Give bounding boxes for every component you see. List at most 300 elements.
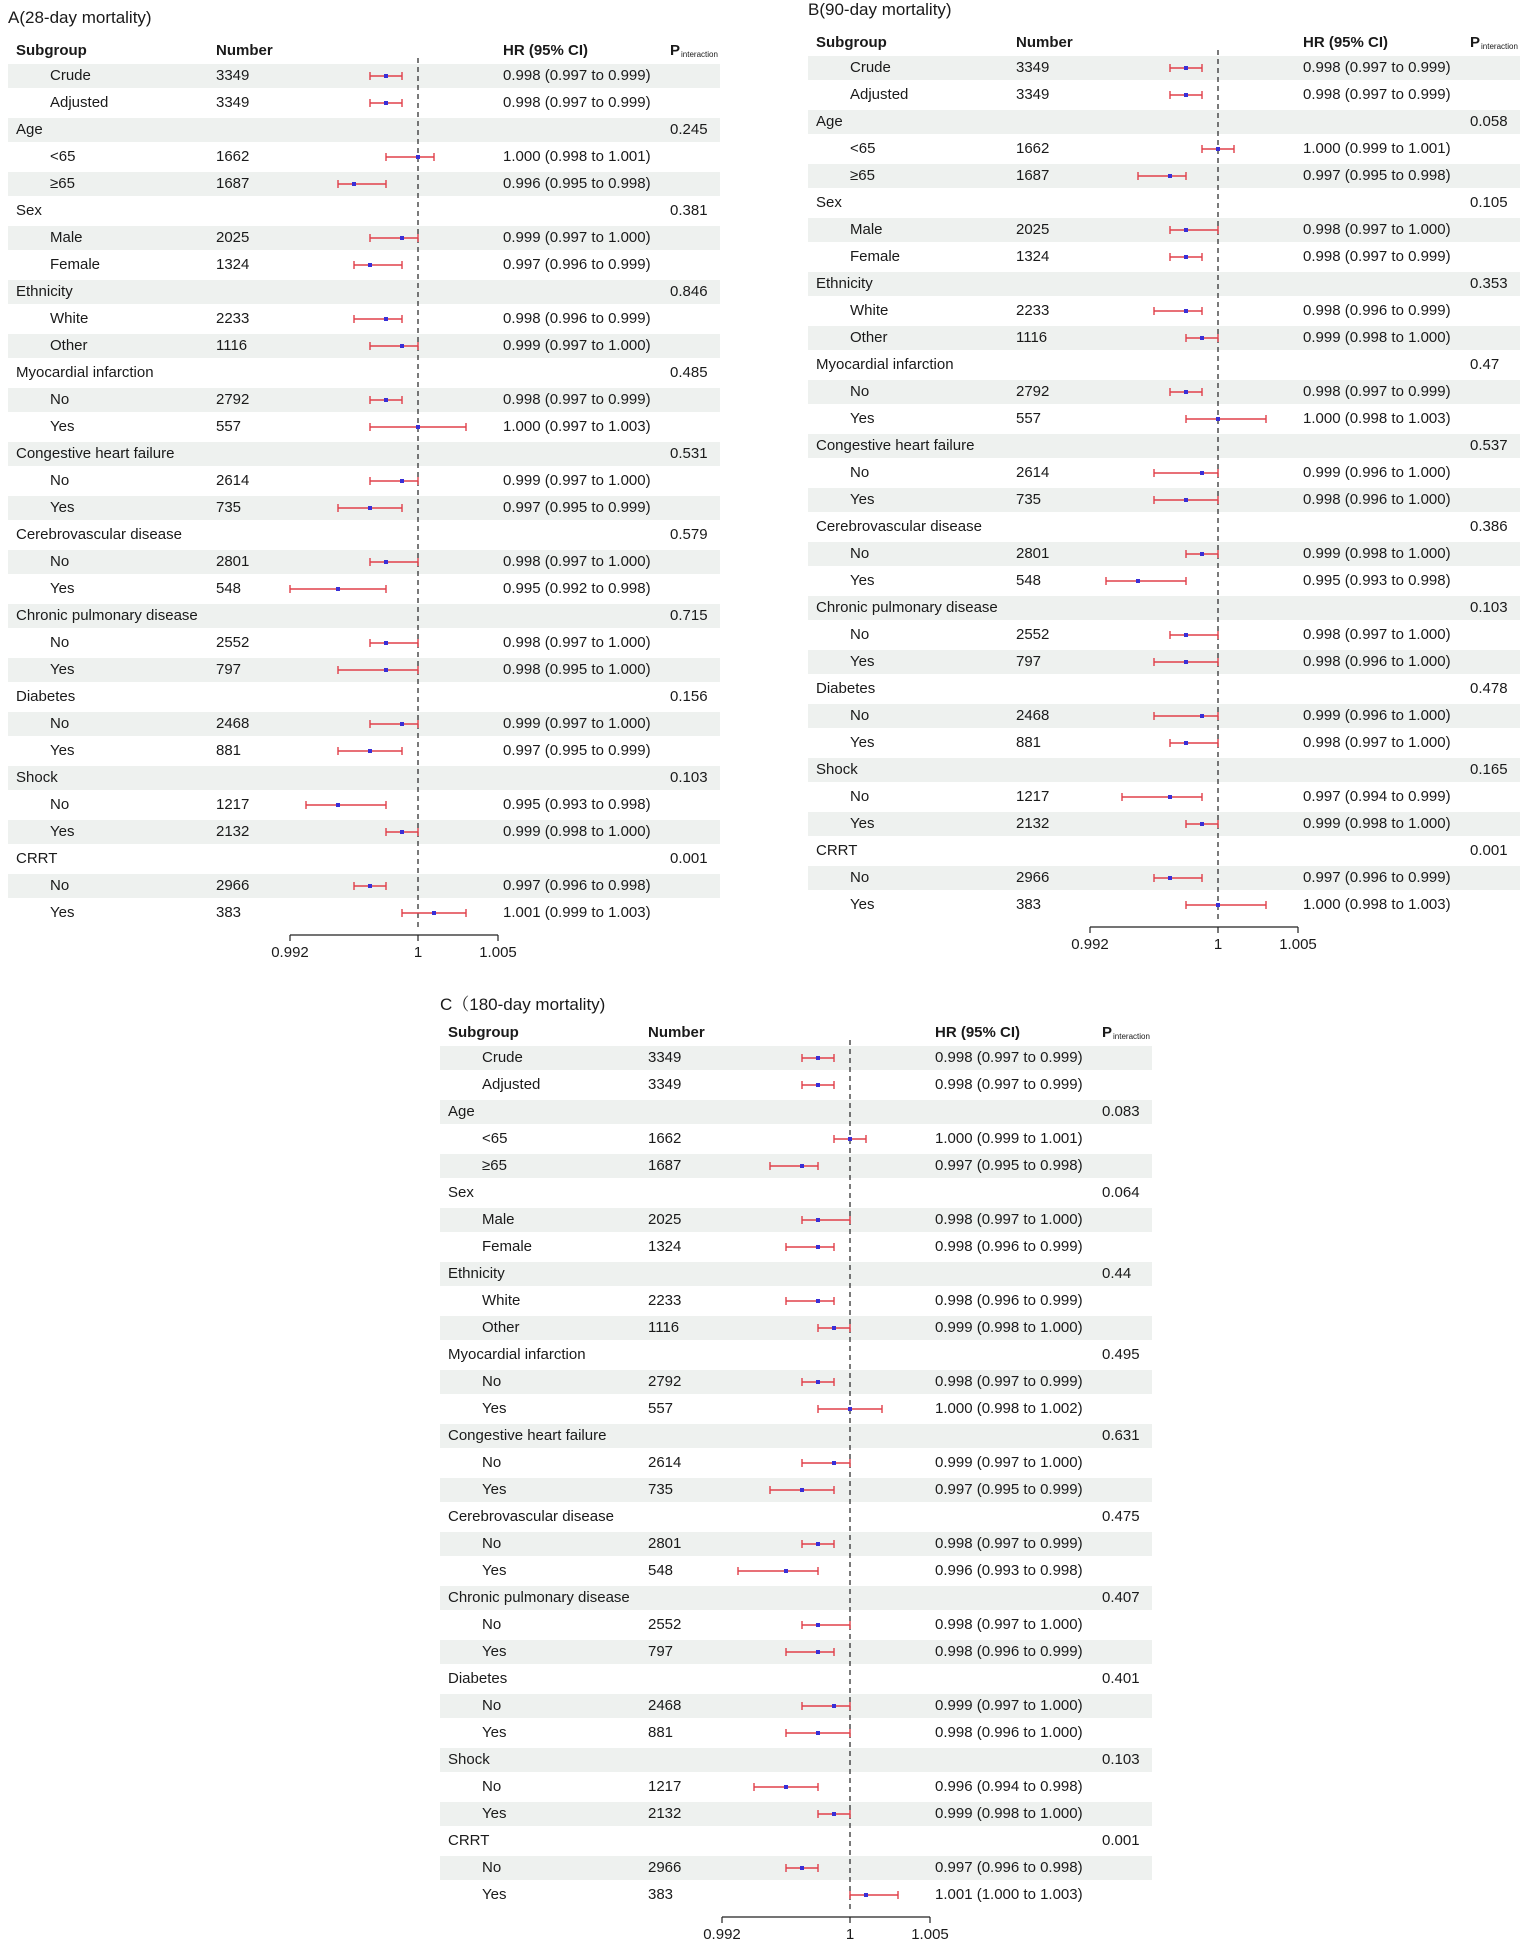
subgroup-label: No <box>482 1697 502 1714</box>
hr-ci-cell: 0.997 (0.994 to 0.999) <box>1303 788 1451 805</box>
point-estimate <box>384 668 388 672</box>
point-estimate <box>368 263 372 267</box>
number-cell: 2025 <box>648 1211 682 1228</box>
group-label: Ethnicity <box>16 283 73 300</box>
p-interaction-value: 0.058 <box>1470 113 1508 130</box>
number-cell: 1324 <box>216 256 250 273</box>
hr-ci-cell: 0.995 (0.993 to 0.998) <box>1303 572 1451 589</box>
subgroup-label: No <box>850 626 870 643</box>
subgroup-label: No <box>482 1373 502 1390</box>
subgroup-label: Yes <box>50 742 75 759</box>
hr-ci-cell: 0.999 (0.997 to 1.000) <box>935 1454 1083 1471</box>
subgroup-label: Yes <box>850 491 875 508</box>
group-label: Sex <box>448 1184 474 1201</box>
point-estimate <box>848 1137 852 1141</box>
subgroup-label: Yes <box>482 1805 507 1822</box>
point-estimate <box>1168 876 1172 880</box>
number-cell: 1687 <box>1016 167 1050 184</box>
subgroup-header: Subgroup <box>448 1024 519 1041</box>
number-cell: 2801 <box>216 553 250 570</box>
p-interaction-value: 0.495 <box>1102 1346 1140 1363</box>
point-estimate <box>368 884 372 888</box>
number-cell: 1687 <box>216 175 250 192</box>
p-interaction-value: 0.44 <box>1102 1265 1132 1282</box>
subgroup-label: No <box>482 1535 502 1552</box>
point-estimate <box>336 587 340 591</box>
p-interaction-value: 0.475 <box>1102 1508 1140 1525</box>
subgroup-label: Other <box>850 329 888 346</box>
point-estimate <box>1184 93 1188 97</box>
point-estimate <box>368 506 372 510</box>
hr-ci-cell: 0.999 (0.997 to 1.000) <box>503 472 651 489</box>
hr-ci-cell: 0.999 (0.998 to 1.000) <box>503 823 651 840</box>
point-estimate <box>384 74 388 78</box>
number-cell: 2132 <box>648 1805 682 1822</box>
point-estimate <box>400 722 404 726</box>
p-interaction-value: 0.103 <box>670 769 708 786</box>
number-cell: 797 <box>648 1643 674 1660</box>
p-interaction-value: 0.353 <box>1470 275 1508 292</box>
number-cell: 2233 <box>216 310 250 327</box>
p-interaction-value: 0.381 <box>670 202 708 219</box>
subgroup-label: Other <box>50 337 88 354</box>
number-cell: 3349 <box>648 1076 682 1093</box>
point-estimate <box>1184 66 1188 70</box>
point-estimate <box>816 1299 820 1303</box>
subgroup-label: Male <box>50 229 83 246</box>
hr-ci-cell: 0.998 (0.996 to 0.999) <box>935 1643 1083 1660</box>
number-cell: 548 <box>648 1562 674 1579</box>
number-cell: 1662 <box>648 1130 682 1147</box>
point-estimate <box>400 479 404 483</box>
subgroup-label: Yes <box>482 1400 507 1417</box>
hr-ci-cell: 0.998 (0.996 to 1.000) <box>1303 491 1451 508</box>
hr-ci-cell: 0.997 (0.995 to 0.999) <box>503 499 651 516</box>
subgroup-label: No <box>50 715 70 732</box>
group-label: Congestive heart failure <box>16 445 175 462</box>
subgroup-label: Yes <box>482 1886 507 1903</box>
p-header-sub: interaction <box>681 50 718 59</box>
hr-ci-cell: 0.998 (0.997 to 1.000) <box>935 1616 1083 1633</box>
hr-ci-cell: 0.997 (0.996 to 0.999) <box>1303 869 1451 886</box>
hr-ci-cell: 0.997 (0.995 to 0.999) <box>935 1481 1083 1498</box>
p-interaction-value: 0.386 <box>1470 518 1508 535</box>
hr-ci-cell: 1.000 (0.997 to 1.003) <box>503 418 651 435</box>
forest-plot-area <box>440 990 1160 1955</box>
forest-plot-90-day <box>808 0 1528 953</box>
p-interaction-value: 0.064 <box>1102 1184 1140 1201</box>
subgroup-label: Adjusted <box>50 94 109 111</box>
p-header-sub: interaction <box>1113 1032 1150 1041</box>
hr-ci-cell: 0.998 (0.996 to 0.999) <box>1303 302 1451 319</box>
number-cell: 2552 <box>648 1616 682 1633</box>
subgroup-label: ≥65 <box>482 1157 507 1174</box>
hr-ci-cell: 0.998 (0.997 to 0.999) <box>1303 248 1451 265</box>
subgroup-label: <65 <box>482 1130 508 1147</box>
group-label: Ethnicity <box>448 1265 505 1282</box>
point-estimate <box>1200 552 1204 556</box>
number-cell: 2614 <box>648 1454 682 1471</box>
hr-ci-cell: 0.996 (0.994 to 0.998) <box>935 1778 1083 1795</box>
panel-title: A(28-day mortality) <box>8 8 152 27</box>
point-estimate <box>816 1731 820 1735</box>
number-cell: 797 <box>1016 653 1042 670</box>
group-label: Shock <box>816 761 858 778</box>
hr-ci-cell: 0.996 (0.995 to 0.998) <box>503 175 651 192</box>
hr-header: HR (95% CI) <box>935 1024 1021 1041</box>
subgroup-label: Crude <box>850 59 891 76</box>
point-estimate <box>1216 417 1220 421</box>
number-cell: 2132 <box>216 823 250 840</box>
point-estimate <box>1200 471 1204 475</box>
point-estimate <box>1184 660 1188 664</box>
number-cell: 1662 <box>1016 140 1050 157</box>
p-interaction-value: 0.103 <box>1102 1751 1140 1768</box>
p-interaction-value: 0.245 <box>670 121 708 138</box>
p-interaction-value: 0.156 <box>670 688 708 705</box>
hr-ci-cell: 0.998 (0.995 to 1.000) <box>503 661 651 678</box>
number-cell: 1324 <box>1016 248 1050 265</box>
p-interaction-value: 0.715 <box>670 607 708 624</box>
subgroup-label: Yes <box>482 1481 507 1498</box>
subgroup-label: White <box>482 1292 521 1309</box>
subgroup-label: Yes <box>50 904 75 921</box>
hr-ci-cell: 0.997 (0.996 to 0.998) <box>503 877 651 894</box>
hr-ci-cell: 1.000 (0.998 to 1.001) <box>503 148 651 165</box>
subgroup-label: Yes <box>850 815 875 832</box>
point-estimate <box>816 1218 820 1222</box>
point-estimate <box>400 236 404 240</box>
hr-ci-cell: 0.997 (0.996 to 0.998) <box>935 1859 1083 1876</box>
point-estimate <box>384 317 388 321</box>
number-cell: 1116 <box>216 337 248 354</box>
hr-ci-cell: 0.995 (0.992 to 0.998) <box>503 580 651 597</box>
group-label: Myocardial infarction <box>448 1346 586 1363</box>
subgroup-label: Adjusted <box>482 1076 541 1093</box>
p-header-sub: interaction <box>1481 42 1518 51</box>
point-estimate <box>832 1812 836 1816</box>
group-label: Diabetes <box>448 1670 508 1687</box>
group-label: Myocardial infarction <box>816 356 954 373</box>
number-cell: 1217 <box>648 1778 682 1795</box>
hr-ci-cell: 0.996 (0.993 to 0.998) <box>935 1562 1083 1579</box>
point-estimate <box>1168 795 1172 799</box>
group-label: Chronic pulmonary disease <box>816 599 998 616</box>
group-label: Age <box>16 121 43 138</box>
subgroup-label: No <box>850 869 870 886</box>
number-header: Number <box>648 1024 705 1041</box>
group-label: CRRT <box>16 850 58 867</box>
hr-ci-cell: 0.998 (0.997 to 0.999) <box>503 67 651 84</box>
group-label: Cerebrovascular disease <box>448 1508 614 1525</box>
hr-ci-cell: 0.998 (0.996 to 1.000) <box>1303 653 1451 670</box>
subgroup-label: Yes <box>50 823 75 840</box>
point-estimate <box>816 1650 820 1654</box>
subgroup-label: Yes <box>482 1724 507 1741</box>
subgroup-header: Subgroup <box>16 42 87 59</box>
subgroup-label: Yes <box>50 499 75 516</box>
group-label: Chronic pulmonary disease <box>16 607 198 624</box>
hr-ci-cell: 0.998 (0.997 to 0.999) <box>1303 86 1451 103</box>
hr-ci-cell: 0.997 (0.996 to 0.999) <box>503 256 651 273</box>
hr-ci-cell: 0.998 (0.997 to 1.000) <box>1303 221 1451 238</box>
subgroup-label: Other <box>482 1319 520 1336</box>
hr-ci-cell: 0.999 (0.996 to 1.000) <box>1303 464 1451 481</box>
group-label: Congestive heart failure <box>816 437 975 454</box>
number-cell: 735 <box>648 1481 674 1498</box>
p-interaction-value: 0.401 <box>1102 1670 1140 1687</box>
number-cell: 881 <box>216 742 242 759</box>
number-cell: 2966 <box>216 877 250 894</box>
point-estimate <box>1200 822 1204 826</box>
hr-ci-cell: 1.000 (0.998 to 1.003) <box>1303 410 1451 427</box>
point-estimate <box>816 1623 820 1627</box>
number-cell: 3349 <box>216 67 250 84</box>
subgroup-label: No <box>50 472 70 489</box>
forest-plot-area <box>8 8 728 973</box>
subgroup-label: Yes <box>850 572 875 589</box>
subgroup-label: No <box>482 1616 502 1633</box>
number-cell: 2552 <box>1016 626 1050 643</box>
hr-ci-cell: 0.999 (0.997 to 1.000) <box>935 1697 1083 1714</box>
point-estimate <box>400 344 404 348</box>
x-tick-label: 1 <box>413 944 423 961</box>
hr-ci-cell: 0.999 (0.998 to 1.000) <box>1303 545 1451 562</box>
number-cell: 2233 <box>1016 302 1050 319</box>
x-tick-label: 0.992 <box>1071 936 1109 953</box>
hr-ci-cell: 1.001 (1.000 to 1.003) <box>935 1886 1083 1903</box>
point-estimate <box>416 155 420 159</box>
hr-ci-cell: 0.998 (0.997 to 0.999) <box>503 94 651 111</box>
point-estimate <box>1184 309 1188 313</box>
point-estimate <box>832 1704 836 1708</box>
subgroup-label: No <box>50 553 70 570</box>
point-estimate <box>1184 228 1188 232</box>
x-tick-label: 1 <box>1213 936 1223 953</box>
point-estimate <box>832 1461 836 1465</box>
hr-ci-cell: 0.997 (0.995 to 0.998) <box>1303 167 1451 184</box>
number-cell: 2614 <box>1016 464 1050 481</box>
hr-ci-cell: 1.000 (0.999 to 1.001) <box>1303 140 1451 157</box>
p-header-main: P <box>1102 1024 1113 1041</box>
point-estimate <box>384 560 388 564</box>
number-cell: 2468 <box>216 715 250 732</box>
number-cell: 2801 <box>648 1535 682 1552</box>
number-cell: 2233 <box>648 1292 682 1309</box>
subgroup-header: Subgroup <box>816 34 887 51</box>
point-estimate <box>1184 741 1188 745</box>
subgroup-label: Female <box>850 248 901 265</box>
point-estimate <box>784 1569 788 1573</box>
number-cell: 2468 <box>648 1697 682 1714</box>
hr-ci-cell: 0.998 (0.997 to 0.999) <box>1303 383 1451 400</box>
p-interaction-value: 0.531 <box>670 445 708 462</box>
hr-ci-cell: 0.998 (0.997 to 1.000) <box>935 1211 1083 1228</box>
hr-ci-cell: 1.000 (0.998 to 1.002) <box>935 1400 1083 1417</box>
number-cell: 1217 <box>216 796 250 813</box>
subgroup-label: Yes <box>482 1562 507 1579</box>
hr-header: HR (95% CI) <box>503 42 589 59</box>
number-cell: 2792 <box>1016 383 1050 400</box>
subgroup-label: Crude <box>50 67 91 84</box>
p-interaction-value: 0.001 <box>1102 1832 1140 1849</box>
hr-ci-cell: 0.998 (0.996 to 0.999) <box>503 310 651 327</box>
subgroup-label: Yes <box>850 653 875 670</box>
number-cell: 3349 <box>216 94 250 111</box>
group-label: Cerebrovascular disease <box>16 526 182 543</box>
number-cell: 2025 <box>216 229 250 246</box>
hr-ci-cell: 0.999 (0.998 to 1.000) <box>935 1805 1083 1822</box>
point-estimate <box>1184 390 1188 394</box>
point-estimate <box>416 425 420 429</box>
x-tick-label: 0.992 <box>271 944 309 961</box>
point-estimate <box>384 398 388 402</box>
number-cell: 735 <box>1016 491 1042 508</box>
number-cell: 557 <box>648 1400 674 1417</box>
point-estimate <box>1200 336 1204 340</box>
number-header: Number <box>216 42 273 59</box>
number-cell: 1324 <box>648 1238 682 1255</box>
hr-ci-cell: 0.998 (0.996 to 1.000) <box>935 1724 1083 1741</box>
hr-ci-cell: 0.998 (0.997 to 0.999) <box>935 1049 1083 1066</box>
number-cell: 2792 <box>648 1373 682 1390</box>
number-cell: 2801 <box>1016 545 1050 562</box>
point-estimate <box>384 641 388 645</box>
hr-ci-cell: 0.998 (0.997 to 0.999) <box>935 1535 1083 1552</box>
hr-ci-cell: 0.998 (0.997 to 0.999) <box>503 391 651 408</box>
hr-ci-cell: 0.999 (0.996 to 1.000) <box>1303 707 1451 724</box>
point-estimate <box>1136 579 1140 583</box>
group-label: Sex <box>816 194 842 211</box>
point-estimate <box>816 1083 820 1087</box>
x-tick-label: 1.005 <box>479 944 517 961</box>
group-label: Chronic pulmonary disease <box>448 1589 630 1606</box>
point-estimate <box>1184 255 1188 259</box>
number-cell: 383 <box>648 1886 674 1903</box>
number-cell: 1217 <box>1016 788 1050 805</box>
number-cell: 735 <box>216 499 242 516</box>
hr-ci-cell: 0.999 (0.997 to 1.000) <box>503 229 651 246</box>
subgroup-label: Yes <box>850 410 875 427</box>
group-label: Myocardial infarction <box>16 364 154 381</box>
p-interaction-value: 0.001 <box>670 850 708 867</box>
group-label: Cerebrovascular disease <box>816 518 982 535</box>
subgroup-label: No <box>850 464 870 481</box>
hr-ci-cell: 0.998 (0.997 to 0.999) <box>1303 59 1451 76</box>
subgroup-label: Female <box>50 256 101 273</box>
hr-ci-cell: 0.999 (0.997 to 1.000) <box>503 715 651 732</box>
group-label: CRRT <box>816 842 858 859</box>
forest-plot-180-day <box>440 990 1160 1945</box>
subgroup-label: No <box>850 788 870 805</box>
number-cell: 1116 <box>1016 329 1048 346</box>
group-label: Age <box>816 113 843 130</box>
point-estimate <box>784 1785 788 1789</box>
point-estimate <box>816 1542 820 1546</box>
point-estimate <box>1184 498 1188 502</box>
p-interaction-value: 0.105 <box>1470 194 1508 211</box>
forest-plot-28-day <box>8 8 728 961</box>
subgroup-label: Yes <box>850 896 875 913</box>
number-cell: 2025 <box>1016 221 1050 238</box>
subgroup-label: Male <box>850 221 883 238</box>
hr-ci-cell: 0.997 (0.995 to 0.998) <box>935 1157 1083 1174</box>
x-tick-label: 1.005 <box>1279 936 1317 953</box>
subgroup-label: Yes <box>50 418 75 435</box>
point-estimate <box>352 182 356 186</box>
hr-ci-cell: 1.001 (0.999 to 1.003) <box>503 904 651 921</box>
point-estimate <box>1168 174 1172 178</box>
point-estimate <box>800 1488 804 1492</box>
point-estimate <box>400 830 404 834</box>
hr-ci-cell: 1.000 (0.998 to 1.003) <box>1303 896 1451 913</box>
number-cell: 2966 <box>1016 869 1050 886</box>
number-cell: 2552 <box>216 634 250 651</box>
number-cell: 881 <box>648 1724 674 1741</box>
hr-ci-cell: 0.998 (0.997 to 0.999) <box>935 1076 1083 1093</box>
number-cell: 3349 <box>648 1049 682 1066</box>
group-label: Congestive heart failure <box>448 1427 607 1444</box>
point-estimate <box>384 101 388 105</box>
number-cell: 548 <box>1016 572 1042 589</box>
group-label: Diabetes <box>816 680 876 697</box>
subgroup-label: No <box>850 545 870 562</box>
subgroup-label: Male <box>482 1211 515 1228</box>
hr-ci-cell: 0.998 (0.996 to 0.999) <box>935 1292 1083 1309</box>
panel-title: C（180-day mortality) <box>440 995 606 1014</box>
subgroup-label: Yes <box>50 580 75 597</box>
point-estimate <box>816 1056 820 1060</box>
p-header-main: P <box>670 42 681 59</box>
number-cell: 383 <box>1016 896 1042 913</box>
point-estimate <box>1184 633 1188 637</box>
subgroup-label: Yes <box>482 1643 507 1660</box>
point-estimate <box>816 1380 820 1384</box>
group-label: Ethnicity <box>816 275 873 292</box>
group-label: CRRT <box>448 1832 490 1849</box>
p-interaction-value: 0.407 <box>1102 1589 1140 1606</box>
subgroup-label: No <box>50 796 70 813</box>
subgroup-label: No <box>850 383 870 400</box>
point-estimate <box>864 1893 868 1897</box>
group-label: Shock <box>16 769 58 786</box>
hr-ci-cell: 0.999 (0.998 to 1.000) <box>1303 815 1451 832</box>
subgroup-label: <65 <box>50 148 76 165</box>
subgroup-label: Crude <box>482 1049 523 1066</box>
subgroup-label: ≥65 <box>50 175 75 192</box>
subgroup-label: Yes <box>850 734 875 751</box>
p-interaction-value: 0.47 <box>1470 356 1500 373</box>
hr-ci-cell: 0.998 (0.997 to 0.999) <box>935 1373 1083 1390</box>
p-interaction-value: 0.846 <box>670 283 708 300</box>
number-cell: 2792 <box>216 391 250 408</box>
number-cell: 1116 <box>648 1319 680 1336</box>
x-tick-label: 1.005 <box>911 1926 949 1943</box>
hr-ci-cell: 0.999 (0.997 to 1.000) <box>503 337 651 354</box>
subgroup-label: ≥65 <box>850 167 875 184</box>
hr-header: HR (95% CI) <box>1303 34 1389 51</box>
group-label: Diabetes <box>16 688 76 705</box>
hr-ci-cell: 1.000 (0.999 to 1.001) <box>935 1130 1083 1147</box>
hr-ci-cell: 0.998 (0.997 to 1.000) <box>1303 734 1451 751</box>
subgroup-label: No <box>482 1778 502 1795</box>
group-label: Shock <box>448 1751 490 1768</box>
point-estimate <box>800 1866 804 1870</box>
subgroup-label: White <box>50 310 89 327</box>
number-cell: 2614 <box>216 472 250 489</box>
number-cell: 2132 <box>1016 815 1050 832</box>
hr-ci-cell: 0.998 (0.997 to 1.000) <box>1303 626 1451 643</box>
